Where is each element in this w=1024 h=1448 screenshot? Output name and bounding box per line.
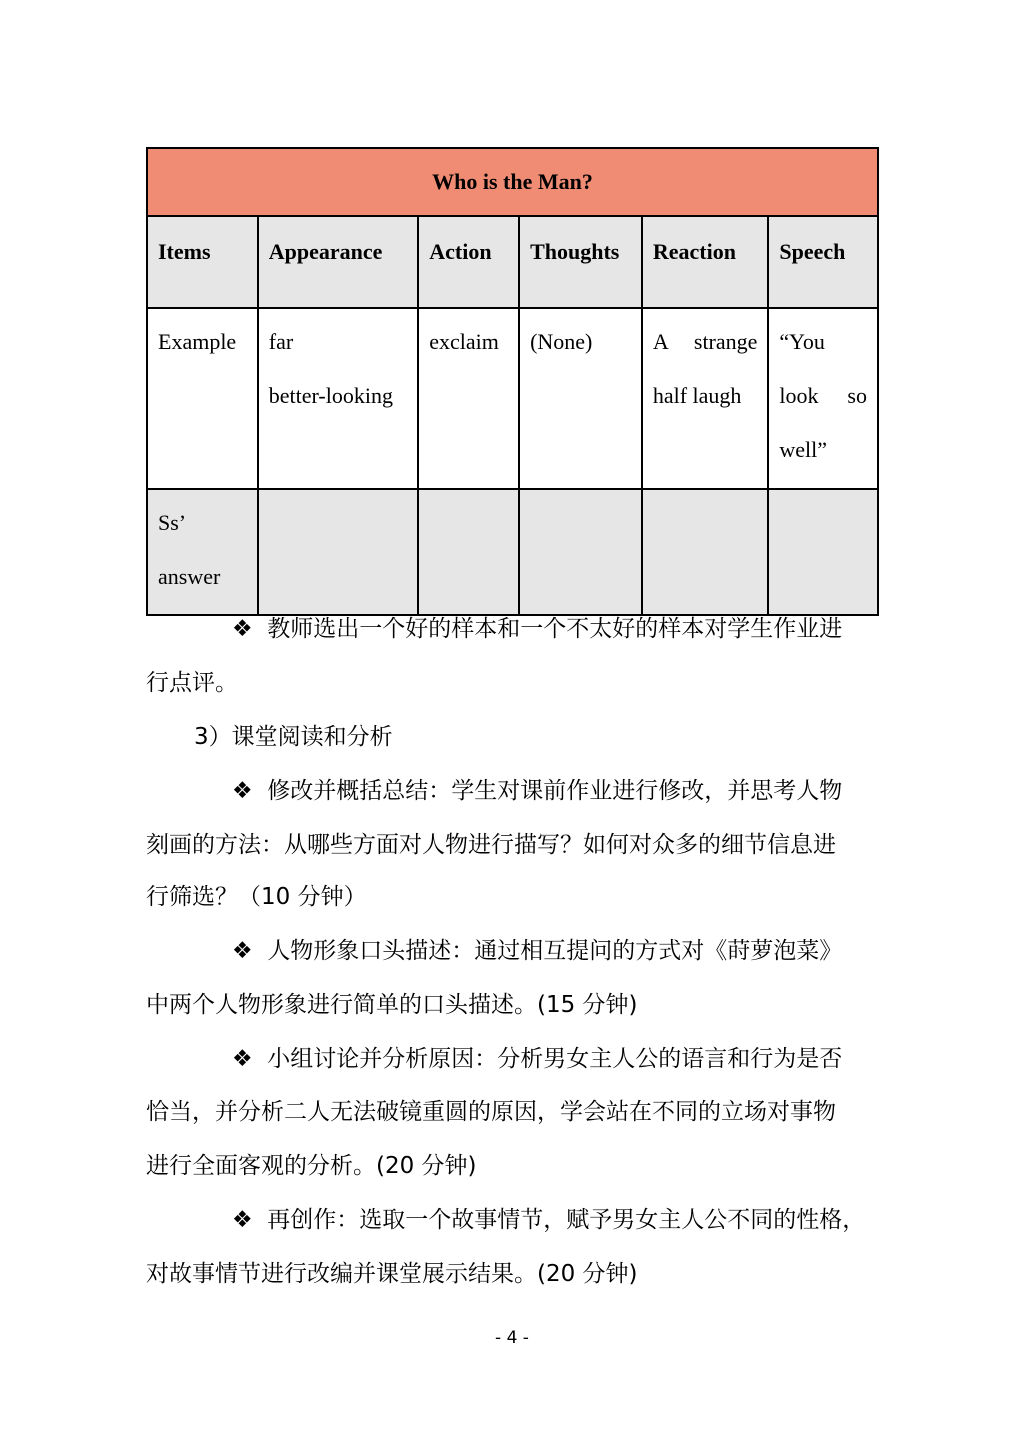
header-thoughts: Thoughts — [519, 216, 642, 308]
cell-line: well” — [779, 437, 828, 462]
text-line: 修改并概括总结：学生对课前作业进行修改，并思考人物 — [267, 778, 843, 804]
header-speech: Speech — [768, 216, 878, 308]
bullet-icon: ❖ — [232, 938, 253, 964]
table-row — [147, 308, 878, 489]
example-action: exclaim — [418, 308, 519, 489]
example-label: Example — [147, 308, 258, 489]
header-items: Items — [147, 216, 258, 308]
text-line: 教师选出一个好的样本和一个不太好的样本对学生作业进 — [267, 616, 843, 642]
cell-line: far — [268, 329, 294, 354]
header-appearance: Appearance — [258, 216, 418, 308]
bullet-icon: ❖ — [232, 1207, 253, 1233]
answer-cell — [768, 489, 878, 615]
bullet-2 — [232, 772, 842, 805]
character-table — [146, 147, 879, 616]
example-reaction — [642, 308, 769, 489]
header-reaction: Reaction — [642, 216, 769, 308]
table-row — [147, 489, 878, 615]
example-thoughts: (None) — [519, 308, 642, 489]
answer-cell — [418, 489, 519, 615]
bullet-4 — [232, 1040, 842, 1073]
example-appearance — [258, 308, 418, 489]
text-line: 对故事情节进行改编并课堂展示结果。(20 分钟) — [146, 1261, 638, 1287]
bullet-icon: ❖ — [232, 778, 253, 804]
cell-line: better-looking — [268, 383, 393, 408]
cell-line: Ss’ — [158, 510, 187, 535]
bullet-3 — [232, 932, 842, 965]
text-line: 行点评。 — [146, 670, 238, 696]
cell-line: look so — [779, 383, 867, 408]
answer-cell — [258, 489, 418, 615]
bullet-icon: ❖ — [232, 1046, 253, 1072]
page-number: - 4 - — [495, 1328, 529, 1348]
bullet-5 — [232, 1201, 865, 1234]
cell-line: A strange — [652, 329, 758, 354]
header-action: Action — [418, 216, 519, 308]
text-line: 恰当，并分析二人无法破镜重圆的原因，学会站在不同的立场对事物 — [146, 1099, 836, 1125]
table-title: Who is the Man? — [147, 148, 878, 216]
cell-line: “You — [779, 329, 825, 354]
bullet-icon: ❖ — [232, 616, 253, 642]
answer-cell — [642, 489, 769, 615]
text-line: 再创作：选取一个故事情节，赋予男女主人公不同的性格， — [267, 1207, 866, 1233]
text-line: 中两个人物形象进行简单的口头描述。(15 分钟) — [146, 992, 638, 1018]
text-line: 刻画的方法：从哪些方面对人物进行描写？如何对众多的细节信息进 — [146, 832, 836, 858]
text-line: 小组讨论并分析原因：分析男女主人公的语言和行为是否 — [267, 1046, 843, 1072]
bullet-1 — [232, 610, 842, 643]
text-line: 人物形象口头描述：通过相互提问的方式对《莳萝泡菜》 — [267, 938, 843, 964]
answer-cell — [519, 489, 642, 615]
text-line: 进行全面客观的分析。(20 分钟) — [146, 1153, 477, 1179]
section-heading: 3）课堂阅读和分析 — [194, 724, 393, 750]
example-speech — [768, 308, 878, 489]
cell-line: half laugh — [652, 383, 742, 408]
text-line: 行筛选？（10 分钟） — [146, 884, 367, 910]
cell-line: answer — [158, 564, 221, 589]
answer-label — [147, 489, 258, 615]
